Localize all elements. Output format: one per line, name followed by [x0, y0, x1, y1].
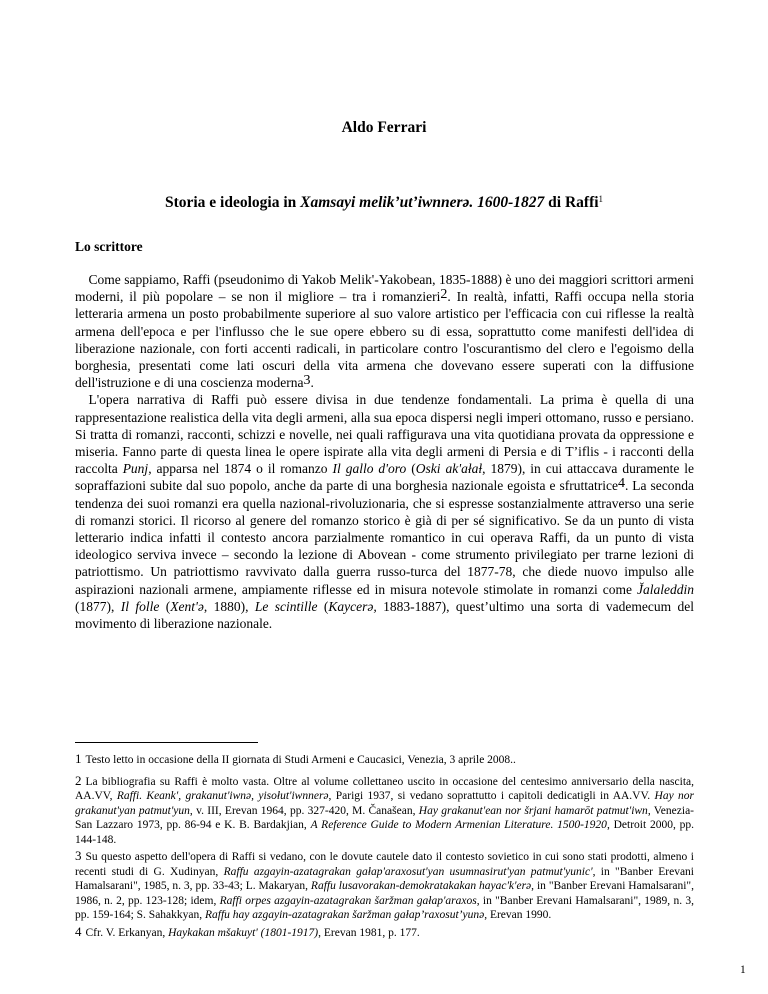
footnote-1: 1 Testo letto in occasione della II giornata di Studi Armeni e Caucasici, Venezia, 3 aprile 2008.. — [75, 751, 516, 766]
footnote-ref-3: 3 — [303, 373, 311, 389]
section-heading: Lo scrittore — [75, 239, 143, 254]
footnote-separator — [75, 742, 258, 743]
paragraph-1: Come sappiamo, Raffi (pseudonimo di Yakob Melik'-Yakobean, 1835-1888) è uno dei maggiori scrittori armeni moderni, il più popolare – se non il migliore – tra i romanzieri$^2$. In realtà, infatti, Raffi occupa nella storia letteraria armena un posto probabilmente superiore al suo valore artistico per l'efficacia con cui riflesse la realtà armena dell'epoca e per l'influsso che le sue opere ebbero su di essa, soprattutto come manifesti dell'idea di liberazione nazionale, con forti accenti radicali, in particolare contro l'oscurantismo del clero e l'egoismo della borghesia, presentati come lati oscuri della vita armena che dovevano essere superati con la diffusione dell'istruzione e di una coscienza moderna$^3$. — [75, 272, 694, 391]
footnote-ref-1: 1 — [598, 194, 604, 204]
footnote-ref-2: 2 — [440, 287, 448, 303]
footnote-3: 3 Su questo aspetto dell'opera di Raffi si vedano, con le dovute cautele dato il contesto sovietico in cui sono stati prodotti, almeno i recenti studi di G. Xudinyan, Raffu azgayin-azatagrakan gałap'araxosut'yan usumnasirut'yan patmut'yunic', in "Banber Erevani Hamalsarani", 1985, n. 3, pp. 33-43; L. Makaryan, Raffu lusavorakan-demokratakakan hayac'k'erə, in "Banber Erevani Hamalsarani", 1986, n. 2, pp. 123-128; idem, Raffi orpes azgayin-azatagrakan šaržman gałap'araxos, in "Banber Erevani Hamalsarani", 1989, n. 3, pp. 159-164; S. Sahakkyan, Raffu hay azgayin-azatagrakan šaržman gałap’raxosut’yunə, Erevan 1990. — [75, 848, 694, 921]
page-number: 1 — [740, 964, 746, 976]
paper-title: Storia e ideologia in Xamsayi melik’ut’iwnnerə. 1600-1827 di Raffi$^1$ — [164, 194, 604, 211]
author-name: Aldo Ferrari — [341, 119, 427, 136]
footnote-2: 2 La bibliografia su Raffi è molto vasta. Oltre al volume collettaneo uscito in occasione del centesimo anniversario della nascita, AA.VV, Raffi. Keank', grakanut'iwnə, yisołut'iwnnerə, Parigi 1937, si vedano soprattutto i capitoli dedicatigli in AA.VV. Hay nor grakanut'yan patmut'yun, v. III, Erevan 1964, pp. 327-420, M. Čanašean, Hay grakanut'ean nor šrjani hamarōt patmut'iwn, Venezia-San Lazzaro 1973, pp. 86-94 e K. B. Bardakjian, A Reference Guide to Modern Armenian Literature. 1500-1920, Detroit 2000, pp. 144-148. — [75, 772, 694, 846]
title-italic: Xamsayi melik’ut’iwnnerə. 1600-1827 — [300, 194, 545, 211]
footnote-ref-4: 4 — [617, 476, 625, 492]
paragraph-2: L'opera narrativa di Raffi può essere divisa in due tendenze fondamentali. La prima è quella di una rappresentazione realistica della vita degli armeni, alla sua epoca dispersi negli imperi ottomano, russo e persiano. Si tratta di romanzi, racconti, schizzi e novelle, nei quali raffigurava una vita quotidiana provata da oppressione e miseria. Fanno parte di questa linea le opere ispirate alla vita degli armeni di Persia e di T’iflis - i racconti della raccolta Punj, apparsa nel 1874 o il romanzo Il gallo d'oro (Oski ak'ałaƚ, 1879), in cui attaccava duramente le sopraffazioni subite dal suo popolo, anche da parte di una borghesia nazionale egoista e sfruttatrice$^4$. La seconda tendenza dei suoi romanzi era quella nazional-rivoluzionaria, che si espresse sostanzialmente attraverso una serie di romanzi storici. Il ricorso al genere del romanzo storico è già di per sé significativo. Se da un punto di vista letterario indica infatti il contesto ancora parzialmente romantico in cui operava Raffi, da un punto di vista ideologico serviva invece – secondo la lezione di Abovean - come strumento privilegiato per trarne lezioni di patriottismo. Un patriottismo ravvivato dalla guerra russo-turca del 1877-78, che diede nuovo impulso alle aspirazioni nazionali armene, ampiamente riflesse ed in misura notevole stimolate in romanzi come J̌alaleddin (1877), Il folle (Xent'ə, 1880), Le scintille (Kaycerə, 1883-1887), quest’ultimo una sorta di vademecum del movimento di liberazione nazionale. — [75, 392, 695, 632]
footnote-4: 4 Cfr. V. Erkanyan, Haykakan mšakuyt' (1801-1917), Erevan 1981, p. 177. — [75, 923, 420, 939]
footnotes — [75, 752, 694, 946]
body-text — [75, 271, 694, 632]
